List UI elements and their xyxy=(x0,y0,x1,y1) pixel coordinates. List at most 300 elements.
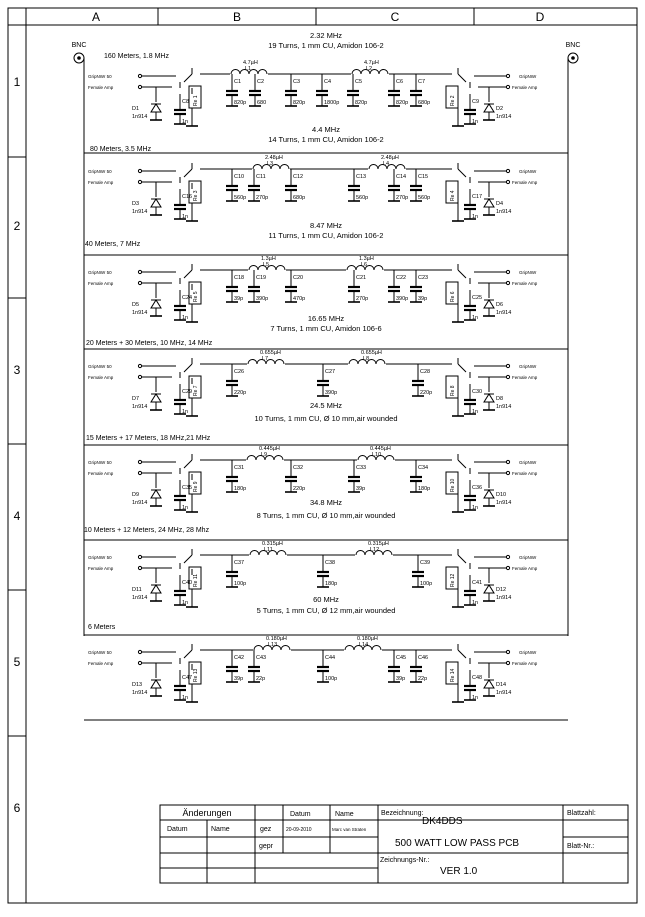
relay-in-bottom-label: Female Amp xyxy=(88,566,114,571)
left-relay-network xyxy=(88,358,201,416)
capacitor-c22 xyxy=(388,270,408,302)
capacitor-value: 820p xyxy=(355,100,368,106)
capacitor-name: C39 xyxy=(420,560,431,566)
column-labels xyxy=(92,10,545,24)
capacitor-c12 xyxy=(285,169,305,201)
capacitor-value: 560p xyxy=(356,195,369,201)
diode-value: 1n914 xyxy=(132,500,148,506)
diode-value: 1n914 xyxy=(496,690,512,696)
relay-in-bottom-label: Female Amp xyxy=(88,375,114,380)
diode-name: D8 xyxy=(496,396,504,402)
inductor-value: 4.7µH xyxy=(364,60,379,66)
stage-frequency: 2.32 MHz xyxy=(309,31,343,40)
inductor-value: 0.315µH xyxy=(368,541,389,547)
inductor-name: L2 xyxy=(366,66,373,72)
stage-band-label: 6 Meters xyxy=(88,624,116,631)
capacitor-value: 22p xyxy=(418,676,428,682)
row-label-4: 4 xyxy=(13,509,21,523)
capacitor-name: C9 xyxy=(472,99,480,105)
sheet-number-label: Blatt-Nr.: xyxy=(567,843,595,850)
relay-in-top-label: GripNWr 50 xyxy=(88,364,112,369)
capacitor-name: C3 xyxy=(293,79,301,85)
capacitor-c43 xyxy=(248,650,266,682)
capacitor-value: 1n xyxy=(182,119,189,125)
capacitor-c2 xyxy=(249,74,266,106)
capacitor-value: 22p xyxy=(256,676,266,682)
relay-in-bottom-label: Female Amp xyxy=(88,471,114,476)
diode-value: 1n914 xyxy=(496,404,512,410)
capacitor-value: 180p xyxy=(418,486,431,492)
capacitor-name: C13 xyxy=(356,174,367,180)
right-relay-network xyxy=(446,163,538,221)
inductor-name: L9 xyxy=(261,452,268,458)
row-label-3: 3 xyxy=(13,363,21,377)
capacitor-value: 220p xyxy=(293,486,306,492)
capacitor-c5 xyxy=(347,74,367,106)
capacitor-value: 1n xyxy=(182,214,189,220)
bnc-right-label: BNC xyxy=(565,42,581,49)
drawing-number-label: Zeichnungs-Nr.: xyxy=(380,857,430,864)
capacitor-name: C12 xyxy=(293,174,304,180)
capacitor-c25 xyxy=(464,290,482,321)
capacitor-name: C47 xyxy=(182,675,193,681)
left-relay-network xyxy=(88,264,201,322)
relay-out-bottom-label: Female Amp xyxy=(512,471,538,476)
left-relay-network xyxy=(88,163,201,221)
capacitor-value: 1n xyxy=(182,409,189,415)
capacitor-c8 xyxy=(174,94,189,125)
capacitor-name: C23 xyxy=(418,275,429,281)
filter-stages xyxy=(84,31,568,720)
designation-label: Bezeichnung: xyxy=(381,810,424,817)
inductor-name: L3 xyxy=(267,161,274,167)
relay-out-top-label: GripNWr xyxy=(519,364,537,369)
column-label-b: B xyxy=(232,10,242,24)
capacitor-name: C43 xyxy=(256,655,267,661)
title-block xyxy=(160,805,628,883)
capacitor-c19 xyxy=(248,270,268,302)
capacitor-c31 xyxy=(226,460,246,492)
inductor-value: 2.48µH xyxy=(265,155,283,161)
capacitor-value: 820p xyxy=(396,100,409,106)
capacitor-name: C6 xyxy=(396,79,404,85)
capacitor-c36 xyxy=(464,480,482,511)
diode-name: D5 xyxy=(132,302,140,308)
stage-frequency: 8.47 MHz xyxy=(309,221,343,230)
date-column-header: Datum xyxy=(290,811,311,818)
diode-value: 1n914 xyxy=(132,310,148,316)
relay-in-top-label: GripNWr 50 xyxy=(88,74,112,79)
stage-frequency: 34.8 MHz xyxy=(309,498,343,507)
capacitor-c13 xyxy=(348,169,368,201)
date-value: 20-09-2010 xyxy=(286,827,312,833)
stage-coil-spec: 11 Turns, 1 mm CU, Amidon 106-2 xyxy=(268,231,384,240)
capacitor-value: 39p xyxy=(356,486,366,492)
relay-out-bottom-label: Female Amp xyxy=(512,661,538,666)
capacitor-name: C32 xyxy=(293,465,304,471)
stage-band-label: 10 Meters + 12 Meters, 24 MHz, 28 Mhz xyxy=(84,527,210,534)
inductor-value: 0.655µH xyxy=(260,350,281,356)
relay-name: Re 9 xyxy=(193,481,199,492)
inductor-value: 0.180µH xyxy=(266,636,287,642)
capacitor-c26 xyxy=(226,364,246,396)
diode-name: D14 xyxy=(496,682,507,688)
row-label-6: 6 xyxy=(13,801,21,815)
stage-frequency: 24.5 MHz xyxy=(309,401,343,410)
inductor-name: L5 xyxy=(263,262,270,268)
capacitor-name: C20 xyxy=(293,275,304,281)
relay-in-top-label: GripNWr 50 xyxy=(88,555,112,560)
capacitor-c41 xyxy=(464,575,482,606)
capacitor-value: 820p xyxy=(234,100,247,106)
diode-value: 1n914 xyxy=(132,595,148,601)
inductor-value: 0.445µH xyxy=(259,446,280,452)
capacitor-name: C42 xyxy=(234,655,245,661)
stage-coil-spec: 19 Turns, 1 mm CU, Amidon 106-2 xyxy=(268,41,384,50)
column-label-d: D xyxy=(535,10,545,24)
relay-in-bottom-label: Female Amp xyxy=(88,180,114,185)
inductor-name: L12 xyxy=(370,547,380,553)
capacitor-name: C14 xyxy=(396,174,407,180)
relay-in-top-label: GripNWr 50 xyxy=(88,650,112,655)
column-label-c: C xyxy=(390,10,400,24)
capacitor-c21 xyxy=(348,270,368,302)
capacitor-name: C22 xyxy=(396,275,407,281)
diode-name: D13 xyxy=(132,682,143,688)
relay-name: Re 12 xyxy=(450,573,456,587)
right-relay-network xyxy=(446,68,538,126)
relay-name: Re 14 xyxy=(450,668,456,682)
right-relay-network xyxy=(446,454,538,512)
capacitor-name: C10 xyxy=(234,174,245,180)
capacitor-name: C41 xyxy=(472,580,483,586)
relay-name: Re 8 xyxy=(450,385,456,396)
relay-in-bottom-label: Female Amp xyxy=(88,281,114,286)
capacitor-c4 xyxy=(316,74,339,106)
capacitor-name: C24 xyxy=(182,295,193,301)
stage-coil-spec: 14 Turns, 1 mm CU, Amidon 106-2 xyxy=(268,135,384,144)
capacitor-c3 xyxy=(285,74,305,106)
designation: DK4DDS xyxy=(422,816,463,827)
capacitor-value: 390p xyxy=(256,296,269,302)
inductor-name: L13 xyxy=(268,642,278,648)
right-relay-network xyxy=(446,549,538,607)
capacitor-c15 xyxy=(410,169,430,201)
relay-out-top-label: GripNWr xyxy=(519,460,537,465)
capacitor-value: 39p xyxy=(418,296,428,302)
inductor-value: 4.7µH xyxy=(243,60,258,66)
capacitor-name: C11 xyxy=(256,174,266,180)
capacitor-name: C25 xyxy=(472,295,483,301)
capacitor-c14 xyxy=(388,169,408,201)
stage-frequency: 4.4 MHz xyxy=(312,125,340,134)
drawer-name: Marc van Straten xyxy=(332,827,367,832)
capacitor-name: C1 xyxy=(234,79,242,85)
capacitor-c35 xyxy=(174,480,192,511)
drawing-title: 500 WATT LOW PASS PCB xyxy=(395,838,520,849)
stage-band-label: 160 Meters, 1.8 MHz xyxy=(104,53,169,60)
relay-name: Re 11 xyxy=(193,574,199,587)
diode-value: 1n914 xyxy=(496,114,512,120)
stage-band-label: 15 Meters + 17 Meters, 18 MHz,21 MHz xyxy=(86,435,211,442)
inductor-value: 1.3µH xyxy=(359,256,374,262)
right-relay-network xyxy=(446,264,538,322)
diode-name: D3 xyxy=(132,201,140,207)
capacitor-value: 270p xyxy=(356,296,369,302)
left-relay-network xyxy=(88,644,201,702)
capacitor-value: 220p xyxy=(420,390,433,396)
relay-out-bottom-label: Female Amp xyxy=(512,281,538,286)
capacitor-value: 1n xyxy=(472,695,479,701)
capacitor-c11 xyxy=(248,169,268,201)
name-column-header: Name xyxy=(335,811,354,818)
inductor-value: 0.655µH xyxy=(361,350,382,356)
relay-name: Re 5 xyxy=(193,291,199,302)
relay-out-top-label: GripNWr xyxy=(519,650,537,655)
inductor-value: 1.3µH xyxy=(261,256,276,262)
capacitor-c20 xyxy=(285,270,305,302)
gez-cell: gez xyxy=(260,826,272,833)
capacitor-name: C30 xyxy=(472,389,483,395)
diode-name: D1 xyxy=(132,106,140,112)
version: VER 1.0 xyxy=(440,866,478,877)
capacitor-value: 100p xyxy=(234,581,247,587)
capacitor-c45 xyxy=(388,650,406,682)
capacitor-value: 1n xyxy=(472,119,479,125)
capacitor-c28 xyxy=(412,364,432,396)
relay-out-bottom-label: Female Amp xyxy=(512,180,538,185)
capacitor-c32 xyxy=(285,460,305,492)
relay-in-bottom-label: Female Amp xyxy=(88,661,114,666)
diode-name: D12 xyxy=(496,587,507,593)
capacitor-value: 1n xyxy=(472,505,479,511)
stage-coil-spec: 10 Turns, 1 mm CU, Ø 10 mm,air wounded xyxy=(254,414,398,423)
capacitor-value: 560p xyxy=(234,195,247,201)
capacitor-c39 xyxy=(412,555,432,587)
inductor-name: L14 xyxy=(359,642,369,648)
sheet-count-label: Blattzahl: xyxy=(567,810,596,817)
relay-name: Re 4 xyxy=(450,190,456,201)
stage-band-label: 20 Meters + 30 Meters, 10 MHz, 14 MHz xyxy=(86,340,213,347)
relay-in-top-label: GripNWr 50 xyxy=(88,270,112,275)
capacitor-name: C37 xyxy=(234,560,245,566)
relay-in-top-label: GripNWr 50 xyxy=(88,169,112,174)
capacitor-name: C8 xyxy=(182,99,190,105)
datum-cell: Datum xyxy=(167,826,188,833)
relay-out-top-label: GripNWr xyxy=(519,169,537,174)
stage-coil-spec: 7 Turns, 1 mm CU, Amidon 106-6 xyxy=(270,324,382,333)
left-relay-network xyxy=(88,454,201,512)
relay-out-bottom-label: Female Amp xyxy=(512,566,538,571)
capacitor-value: 680p xyxy=(293,195,306,201)
capacitor-value: 270p xyxy=(396,195,409,201)
capacitor-value: 39p xyxy=(234,676,244,682)
diode-value: 1n914 xyxy=(132,114,148,120)
capacitor-value: 1n xyxy=(182,600,189,606)
row-label-2: 2 xyxy=(13,219,21,233)
capacitor-value: 680 xyxy=(257,100,267,106)
capacitor-name: C33 xyxy=(356,465,367,471)
capacitor-name: C4 xyxy=(324,79,332,85)
capacitor-c37 xyxy=(226,555,246,587)
diode-value: 1n914 xyxy=(132,209,148,215)
capacitor-value: 39p xyxy=(234,296,244,302)
right-relay-network xyxy=(446,644,538,702)
capacitor-c16 xyxy=(174,189,192,220)
relay-name: Re 1 xyxy=(193,95,199,106)
capacitor-c1 xyxy=(226,74,246,106)
capacitor-name: C5 xyxy=(355,79,363,85)
diode-name: D4 xyxy=(496,201,504,207)
capacitor-c27 xyxy=(317,364,337,396)
diode-name: D9 xyxy=(132,492,140,498)
relay-out-top-label: GripNWr xyxy=(519,270,537,275)
capacitor-name: C38 xyxy=(325,560,336,566)
relay-name: Re 3 xyxy=(193,190,199,201)
capacitor-c29 xyxy=(174,384,192,415)
relay-in-bottom-label: Female Amp xyxy=(88,85,114,90)
stage-frequency: 60 MHz xyxy=(313,595,339,604)
stage-band-label: 40 Meters, 7 MHz xyxy=(85,241,141,248)
relay-out-top-label: GripNWr xyxy=(519,555,537,560)
capacitor-value: 1n xyxy=(182,505,189,511)
capacitor-value: 470p xyxy=(293,296,306,302)
capacitor-name: C28 xyxy=(420,369,431,375)
inductor-name: L4 xyxy=(383,161,390,167)
inductor-value: 0.445µH xyxy=(370,446,391,452)
left-relay-network xyxy=(88,68,201,126)
row-label-1: 1 xyxy=(13,75,21,89)
capacitor-c48 xyxy=(464,670,482,701)
capacitor-value: 1n xyxy=(182,695,189,701)
capacitor-name: C48 xyxy=(472,675,483,681)
diode-name: D7 xyxy=(132,396,140,402)
capacitor-value: 180p xyxy=(234,486,247,492)
inductor-name: L6 xyxy=(361,262,368,268)
capacitor-name: C18 xyxy=(234,275,245,281)
capacitor-c24 xyxy=(174,290,192,321)
inductor-name: L8 xyxy=(363,356,370,362)
capacitor-c38 xyxy=(317,555,337,587)
capacitor-c34 xyxy=(410,460,430,492)
diode-name: D11 xyxy=(132,587,142,593)
capacitor-name: C2 xyxy=(257,79,265,85)
changes-header: Änderungen xyxy=(182,808,232,818)
inductor-name: L10 xyxy=(372,452,382,458)
capacitor-name: C35 xyxy=(182,485,193,491)
capacitor-value: 680p xyxy=(418,100,431,106)
relay-name: Re 13 xyxy=(193,668,199,682)
column-label-a: A xyxy=(91,10,101,24)
capacitor-name: C29 xyxy=(182,389,193,395)
capacitor-name: C31 xyxy=(234,465,245,471)
inductor-name: L1 xyxy=(245,66,252,72)
gepr-cell: gepr xyxy=(259,843,274,850)
capacitor-value: 560p xyxy=(418,195,431,201)
capacitor-name: C45 xyxy=(396,655,407,661)
capacitor-c40 xyxy=(174,575,192,606)
diode-value: 1n914 xyxy=(132,404,148,410)
filter-stage xyxy=(84,314,568,445)
relay-in-top-label: GripNWr 50 xyxy=(88,460,112,465)
capacitor-name: C26 xyxy=(234,369,245,375)
capacitor-name: C16 xyxy=(182,194,193,200)
filter-stage xyxy=(84,595,568,720)
capacitor-name: C36 xyxy=(472,485,483,491)
capacitor-c6 xyxy=(388,74,408,106)
capacitor-value: 1n xyxy=(472,315,479,321)
capacitor-value: 100p xyxy=(420,581,433,587)
relay-name: Re 6 xyxy=(450,291,456,302)
capacitor-c30 xyxy=(464,384,482,415)
capacitor-value: 220p xyxy=(234,390,247,396)
stage-band-label: 80 Meters, 3.5 MHz xyxy=(90,146,152,153)
relay-name: Re 7 xyxy=(193,385,199,396)
capacitor-c7 xyxy=(410,74,430,106)
capacitor-c44 xyxy=(317,650,337,682)
capacitor-c42 xyxy=(226,650,244,682)
relay-name: Re 2 xyxy=(450,95,456,106)
capacitor-c46 xyxy=(410,650,428,682)
capacitor-value: 270p xyxy=(256,195,269,201)
capacitor-value: 39p xyxy=(396,676,406,682)
diode-name: D6 xyxy=(496,302,504,308)
diode-value: 1n914 xyxy=(132,690,148,696)
capacitor-name: C34 xyxy=(418,465,429,471)
capacitor-c10 xyxy=(226,169,246,201)
capacitor-name: C7 xyxy=(418,79,426,85)
capacitor-value: 180p xyxy=(325,581,338,587)
stage-coil-spec: 8 Turns, 1 mm CU, Ø 10 mm,air wounded xyxy=(256,511,396,520)
capacitor-value: 1n xyxy=(472,600,479,606)
diode-value: 1n914 xyxy=(496,500,512,506)
capacitor-name: C17 xyxy=(472,194,483,200)
inductor-name: L7 xyxy=(262,356,269,362)
relay-out-top-label: GripNWr xyxy=(519,74,537,79)
capacitor-c18 xyxy=(226,270,244,302)
bnc-left-label: BNC xyxy=(71,42,87,49)
relay-out-bottom-label: Female Amp xyxy=(512,375,538,380)
relay-name: Re 10 xyxy=(450,478,456,492)
capacitor-name: C44 xyxy=(325,655,336,661)
diode-name: D10 xyxy=(496,492,507,498)
capacitor-value: 1n xyxy=(472,409,479,415)
capacitor-c9 xyxy=(464,94,479,125)
name-cell: Name xyxy=(211,826,230,833)
capacitor-name: C40 xyxy=(182,580,193,586)
row-labels xyxy=(14,75,21,815)
diode-name: D2 xyxy=(496,106,504,112)
capacitor-c23 xyxy=(410,270,428,302)
right-relay-network xyxy=(446,358,538,416)
left-relay-network xyxy=(88,549,201,607)
capacitor-value: 1800p xyxy=(324,100,340,106)
diode-value: 1n914 xyxy=(496,595,512,601)
capacitor-value: 390p xyxy=(396,296,409,302)
capacitor-value: 1n xyxy=(472,214,479,220)
capacitor-c47 xyxy=(174,670,192,701)
capacitor-name: C19 xyxy=(256,275,267,281)
capacitor-value: 100p xyxy=(325,676,338,682)
stage-coil-spec: 5 Turns, 1 mm CU, Ø 12 mm,air wounded xyxy=(256,606,396,615)
capacitor-c17 xyxy=(464,189,482,220)
relay-out-bottom-label: Female Amp xyxy=(512,85,538,90)
diode-value: 1n914 xyxy=(496,209,512,215)
diode-value: 1n914 xyxy=(496,310,512,316)
inductor-name: L11 xyxy=(264,547,273,553)
stage-frequency: 16.65 MHz xyxy=(307,314,345,323)
row-label-5: 5 xyxy=(13,655,21,669)
